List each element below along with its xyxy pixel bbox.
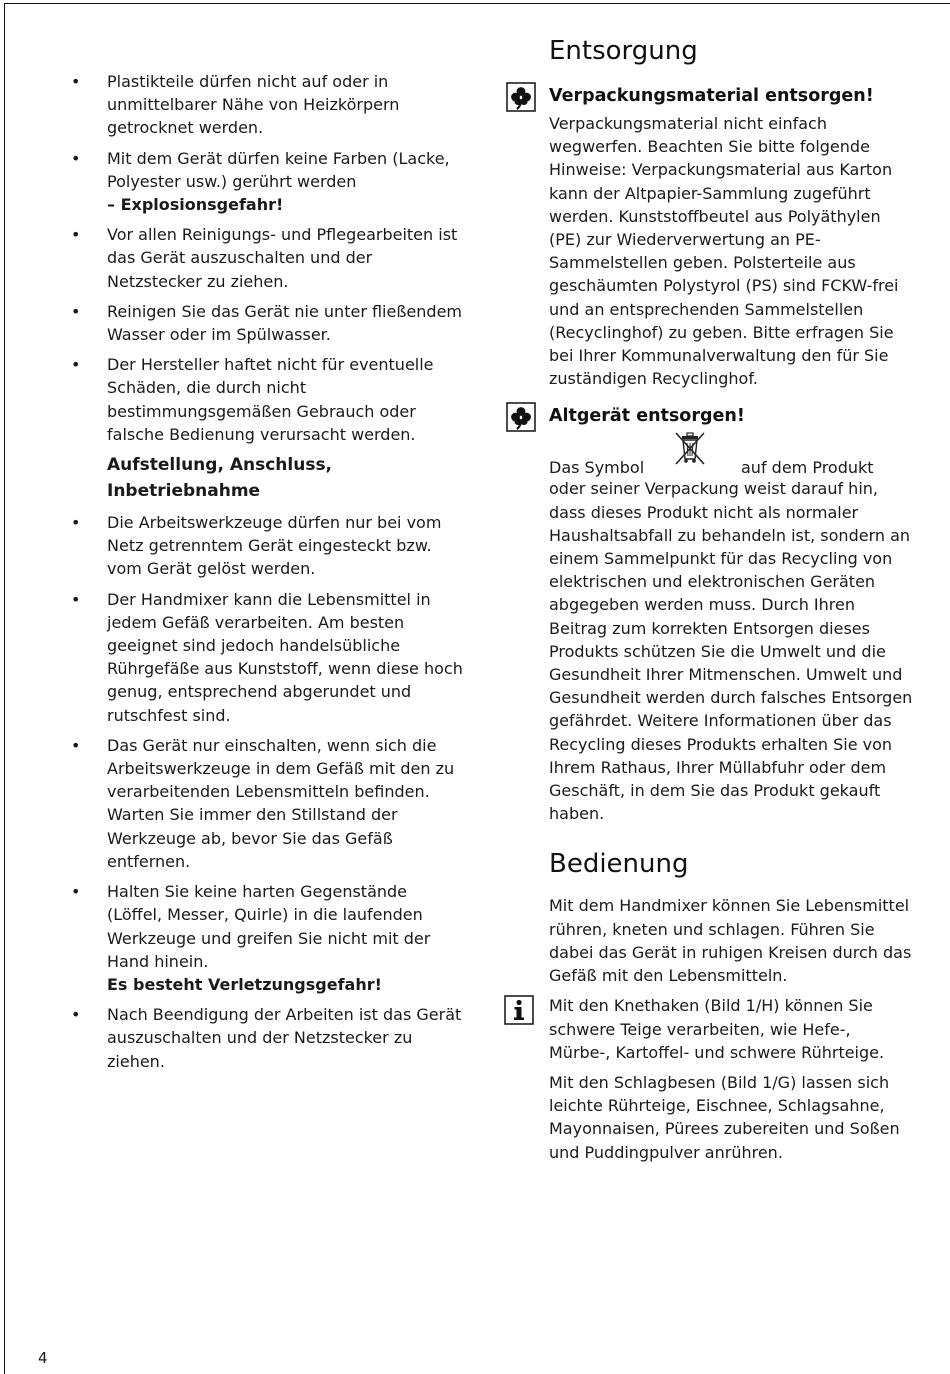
page-border-top bbox=[4, 3, 950, 4]
recycling-shamrock-icon bbox=[506, 82, 536, 116]
bullet-item bbox=[64, 734, 464, 873]
bullet-text: Der Handmixer kann die Lebensmittel in jedem Gefäß verarbeiten. Am besten geeignet sind jedoch handelsübliche Rührgefäße aus Kunststoff, wenn diese hoch genug, entsprechend abgerundet und rutschfest sind. bbox=[107, 589, 463, 725]
bullet-dot: • bbox=[71, 72, 81, 91]
bullet-item bbox=[64, 1003, 464, 1073]
page-border-left bbox=[4, 3, 5, 1374]
bullet-text: Die Arbeitswerkzeuge dürfen nur bei vom Netz getrenntem Gerät eingesteckt bzw. vom Gerät gelöst werden. bbox=[107, 513, 442, 579]
recycling-shamrock-icon bbox=[506, 402, 536, 436]
packaging-text: Verpackungsmaterial nicht einfach wegwerfen. Beachten Sie bitte folgende Hinweise: Verpackungsmaterial aus Karton kann der Altpapier-Sammlung zugeführt werden. Kunststoffbeutel aus Polyäthylen (PE) zur Wiederverwertung an PE-Sammelstellen geben. Polsterteile aus geschäumten Polystyrol (PS) sind FCKW-frei und an entsprechenden Sammelstellen (Recyclinghof) zu geben. Bitte erfragen Sie bei Ihrer Kommunalverwaltung den für Sie zuständigen Recyclinghof. bbox=[549, 114, 899, 389]
bullet-text: Reinigen Sie das Gerät nie unter fließendem Wasser oder im Spülwasser. bbox=[107, 301, 462, 345]
old-device-title: Altgerät entsorgen! bbox=[549, 406, 745, 427]
section-title-entsorgung: Entsorgung bbox=[549, 36, 698, 66]
bullet-dot: • bbox=[71, 589, 81, 609]
bullet-dot: • bbox=[71, 513, 81, 533]
bullet-text: Mit dem Gerät dürfen keine Farben (Lacke, Polyester usw.) gerührt werden bbox=[107, 148, 450, 191]
bullet-text: Nach Beendigung der Arbeiten ist das Gerät auszuschalten und der Netzstecker zu ziehen. bbox=[107, 1005, 462, 1071]
weee-symbol-line bbox=[549, 432, 914, 477]
section-title-bedienung: Bedienung bbox=[549, 849, 689, 880]
bullet-dot: • bbox=[71, 148, 81, 168]
bullet-item bbox=[64, 588, 464, 727]
old-device-heading-row bbox=[549, 402, 914, 430]
bullet-dot: • bbox=[71, 225, 81, 245]
bullet-item bbox=[64, 353, 464, 446]
injury-warning: Es besteht Verletzungsgefahr! bbox=[107, 974, 382, 994]
right-column bbox=[549, 34, 914, 1171]
bullet-item bbox=[64, 511, 464, 581]
bullet-text: Der Hersteller haftet nicht für eventuelle Schäden, die durch nicht bestimmungsgemäßen Gebrauch oder falsche Bedienung verursacht werden. bbox=[107, 355, 434, 444]
bullet-item bbox=[64, 70, 464, 140]
packaging-title: Verpackungsmaterial entsorgen! bbox=[549, 86, 874, 106]
subheading-setup: Aufstellung, Anschluss, Inbetriebnahme bbox=[107, 455, 333, 501]
bullet-item bbox=[64, 223, 464, 293]
explosion-warning: – Explosionsgefahr! bbox=[107, 195, 284, 215]
old-device-text: oder seiner Verpackung weist darauf hin, dass dieses Produkt nicht als normaler Haushaltsabfall zu behandeln ist, sondern an einem Sammelpunkt für das Recycling von elektrischen und elektronischen Geräten abgegeben werden muss. Durch Ihren Beitrag zum korrekten Entsorgen dieses Produkts schützen Sie die Umwelt und die Gesundheit Ihrer Mitmenschen. Umwelt und Gesundheit werden durch falsches Entsorgen gefährdet. Weitere Informationen über das Recycling dieses Produkts erhalten Sie von Ihrem Rathaus, Ihrer Müllabfuhr oder dem Geschäft, in dem Sie das Produkt gekauft haben. bbox=[549, 479, 913, 824]
bullet-text: Plastikteile dürfen nicht auf oder in unmittelbarer Nähe von Heizkörpern getrocknet werden. bbox=[107, 72, 400, 138]
crossed-out-bin-icon bbox=[671, 431, 709, 471]
schlagbesen-text: Mit den Schlagbesen (Bild 1/G) lassen sich leichte Rührteige, Eischnee, Schlagsahne, Mayonnaisen, Pürees zubereiten und Soßen und Puddingpulver anrühren. bbox=[549, 1072, 900, 1162]
bullet-dot: • bbox=[71, 1005, 81, 1025]
page-number: 4 bbox=[38, 1349, 48, 1367]
symbol-prefix: Das Symbol bbox=[549, 458, 645, 478]
bullet-text: Das Gerät nur einschalten, wenn sich die Arbeitswerkzeuge in dem Gefäß mit den zu verarbeitenden Lebensmitteln befinden. Warten Sie immer den Stillstand der Werkzeuge ab, bevor Sie das Gefäß entfernen. bbox=[107, 735, 455, 871]
bullet-dot: • bbox=[71, 301, 81, 321]
bedienung-intro: Mit dem Handmixer können Sie Lebensmittel rühren, kneten und schlagen. Führen Sie dabei das Gerät in ruhigen Kreisen durch das Gefäß mit den Lebensmitteln. bbox=[549, 896, 912, 986]
bullet-dot: • bbox=[71, 355, 81, 375]
bullet-text: Vor allen Reinigungs- und Pflegearbeiten ist das Gerät auszuschalten und der Netzstecker zu ziehen. bbox=[107, 225, 458, 291]
bullet-dot: • bbox=[71, 882, 81, 902]
bedienung-info-row bbox=[549, 994, 914, 1064]
knethaken-text: Mit den Knethaken (Bild 1/H) können Sie schwere Teige verarbeiten, wie Hefe-, Mürbe-, Kartoffel- und schwere Rührteige. bbox=[549, 996, 885, 1062]
symbol-suffix: auf dem Produkt bbox=[741, 458, 874, 478]
info-icon bbox=[504, 995, 534, 1029]
bullet-item bbox=[64, 880, 464, 996]
bullet-dot: • bbox=[71, 735, 81, 755]
left-column bbox=[64, 70, 464, 1080]
bullet-text: Halten Sie keine harten Gegenstände (Löffel, Messer, Quirle) in die laufenden Werkzeuge und greifen Sie nicht mit der Hand hinein. bbox=[107, 882, 431, 971]
bullet-item bbox=[64, 147, 464, 217]
packaging-heading-row bbox=[549, 82, 914, 110]
bullet-item bbox=[64, 300, 464, 346]
